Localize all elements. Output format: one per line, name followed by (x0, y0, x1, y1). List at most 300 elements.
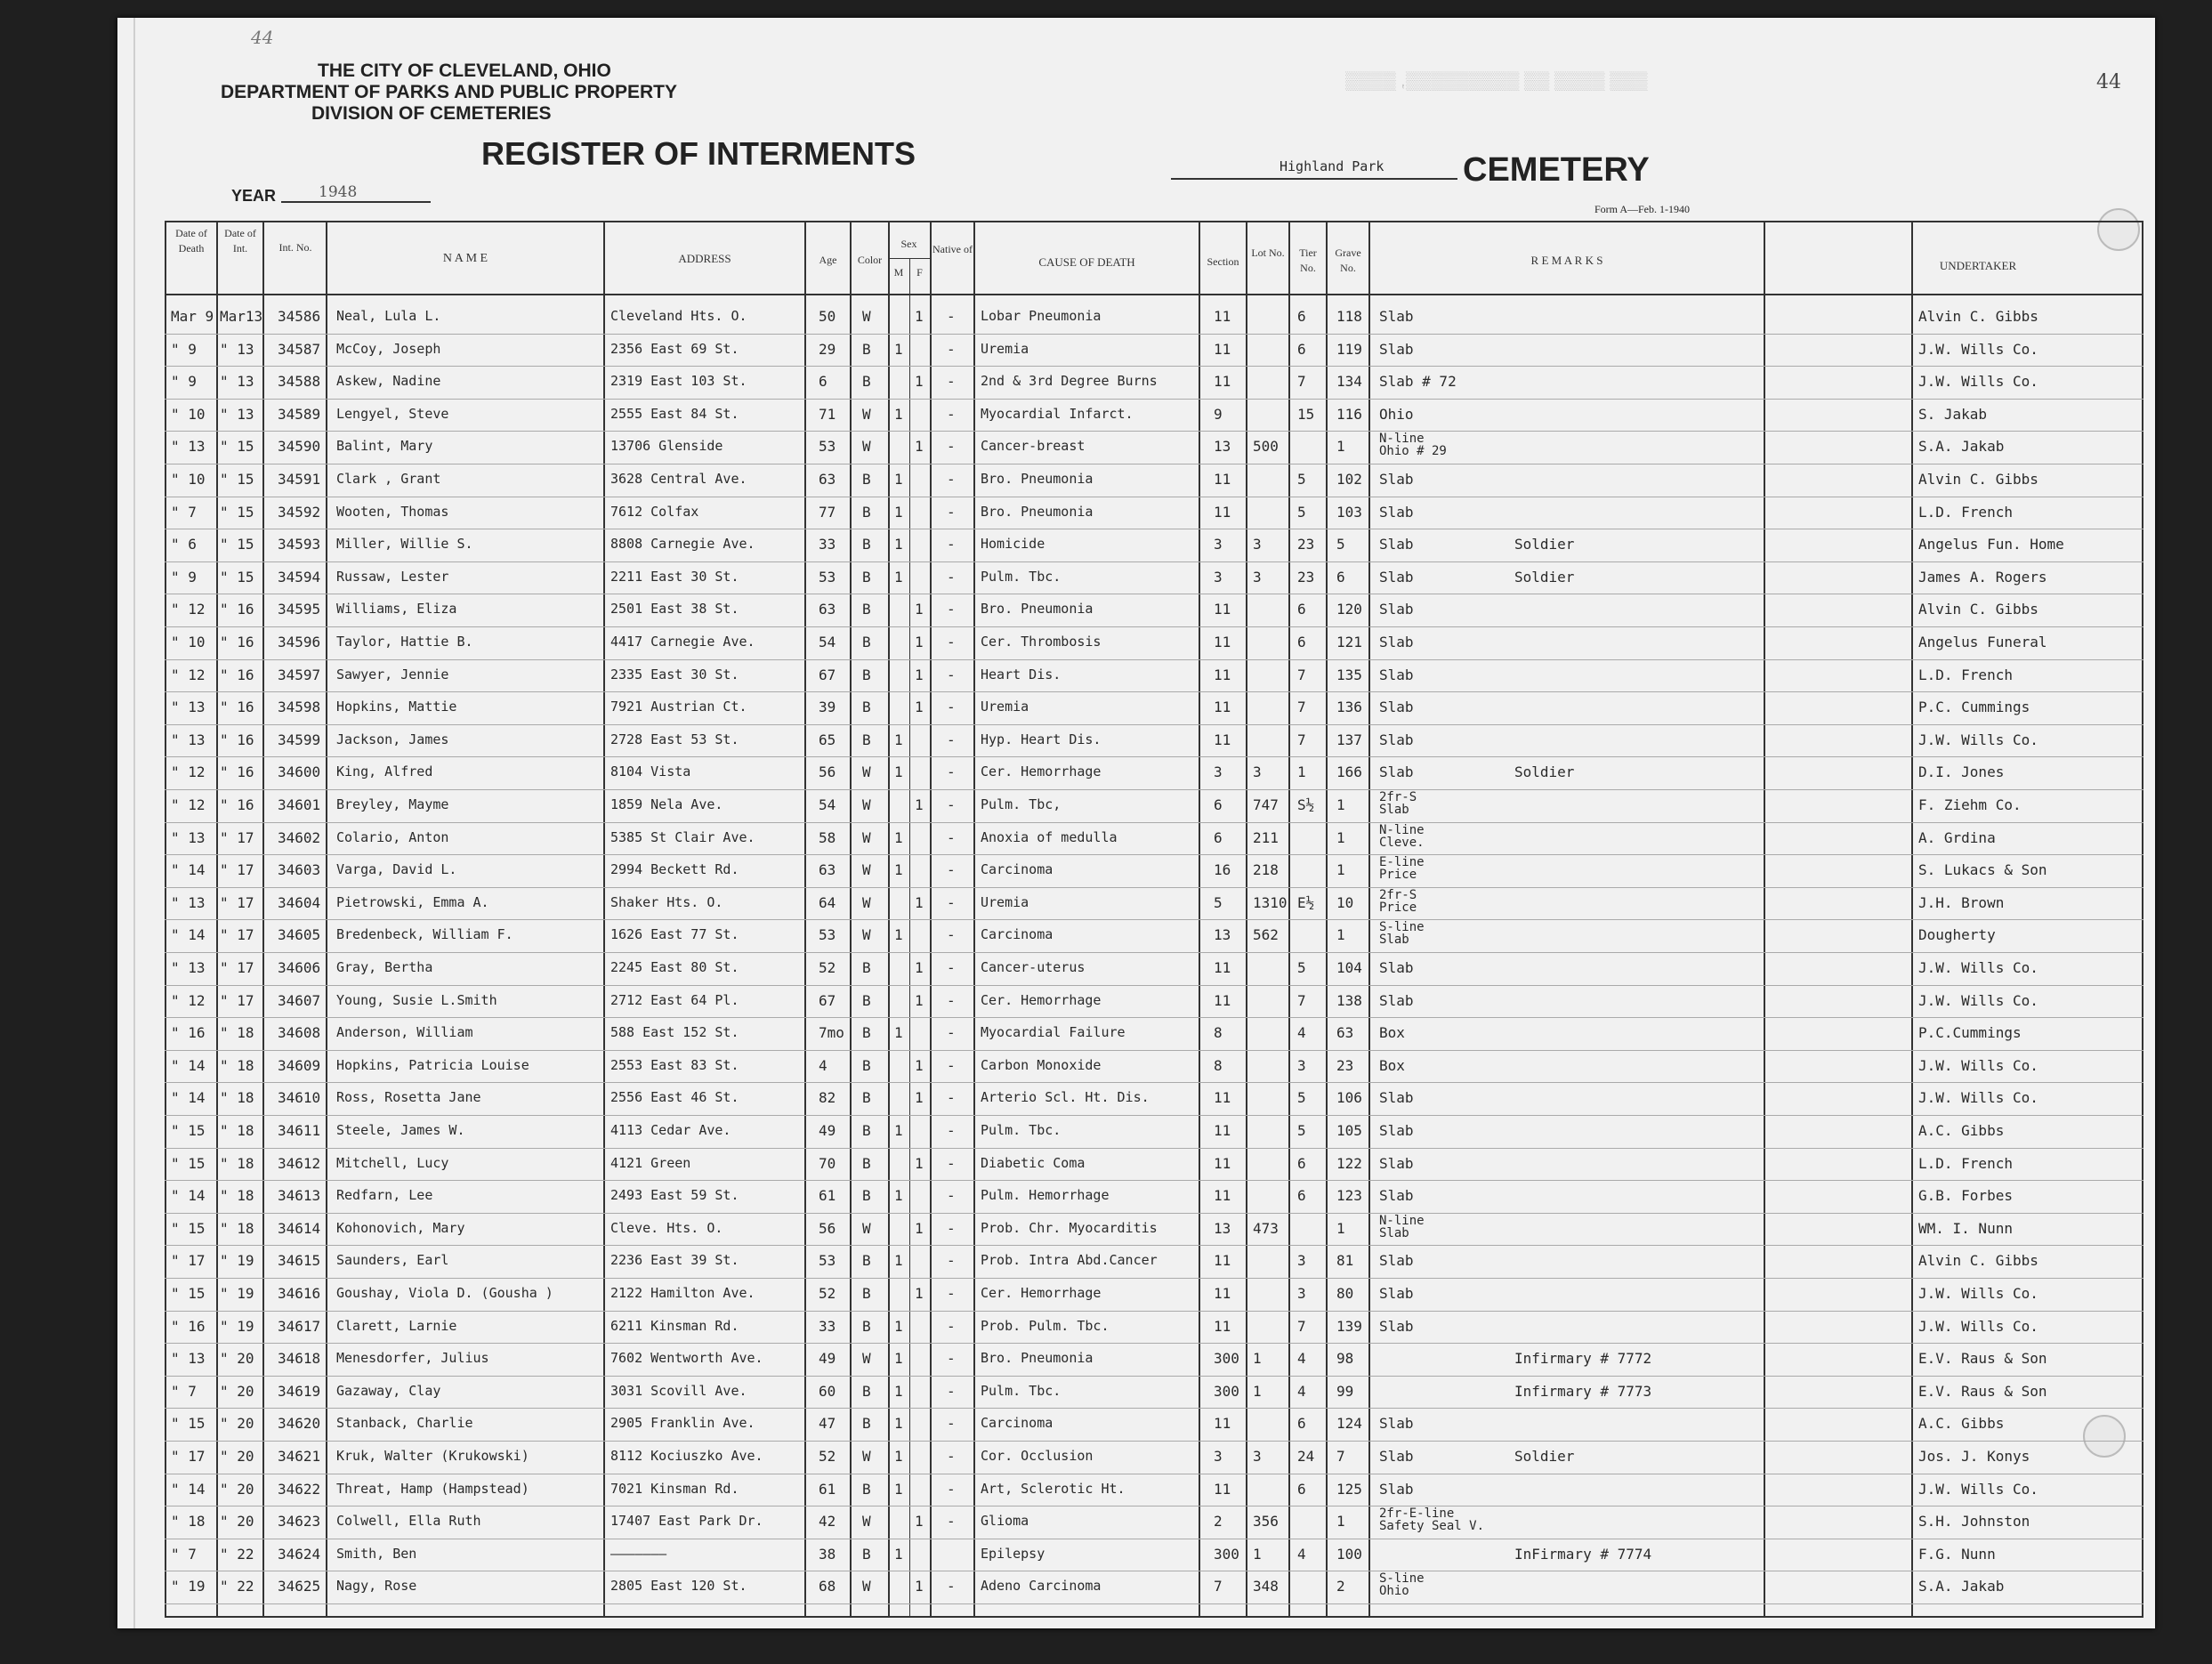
cell-date-of-death: " 7 (171, 1382, 197, 1400)
cell-native-of: - (947, 991, 956, 1009)
header-sex-f: F (916, 266, 923, 279)
cell-name: Russaw, Lester (336, 568, 449, 585)
cell-color: W (862, 796, 871, 813)
row-rule (165, 1343, 2143, 1344)
cell-int-no: 34587 (278, 340, 321, 358)
cell-int-no: 34609 (278, 1056, 321, 1074)
cell-color: W (862, 1513, 871, 1531)
cell-color: B (862, 1545, 871, 1563)
cell-address: 2493 East 59 St. (610, 1187, 739, 1204)
cell-section: 3 (1214, 1448, 1223, 1465)
cell-grave-no: 106 (1336, 1089, 1362, 1107)
cell-color: B (862, 536, 871, 553)
cell-age: 64 (819, 893, 836, 911)
cell-name: Taylor, Hattie B. (336, 634, 473, 650)
cell-section: 6 (1214, 796, 1223, 813)
cell-int-no: 34623 (278, 1513, 321, 1531)
cell-cause-of-death: Arterio Scl. Ht. Dis. (981, 1089, 1150, 1106)
cell-sex-m: 1 (894, 1545, 903, 1563)
cell-int-no: 34602 (278, 828, 321, 846)
cell-cause-of-death: Cancer-breast (981, 438, 1086, 455)
cell-cause-of-death: Bro. Pneumonia (981, 503, 1094, 520)
cell-grave-no: 137 (1336, 731, 1362, 748)
cell-age: 56 (819, 1219, 836, 1237)
cell-tier-no: S½ (1297, 796, 1315, 813)
division-heading: DIVISION OF CEMETERIES (311, 103, 552, 124)
cell-sex-f: 1 (915, 1513, 924, 1531)
page-number: 44 (2096, 71, 2121, 93)
cell-lot-no: 747 (1253, 796, 1279, 813)
cell-remarks: Slab (1379, 601, 1414, 618)
cell-address: 2236 East 39 St. (610, 1252, 739, 1269)
cell-undertaker: J.W. Wills Co. (1918, 1056, 2038, 1074)
cell-address: 2356 East 69 St. (610, 340, 739, 357)
cell-remarks: Slab (1379, 308, 1414, 325)
cell-grave-no: 7 (1336, 1448, 1345, 1465)
cell-sex-m: 1 (894, 405, 903, 423)
cell-age: 58 (819, 828, 836, 846)
cell-remarks: Slab (1379, 1415, 1414, 1433)
cell-color: W (862, 405, 871, 423)
cell-sex-m: 1 (894, 568, 903, 586)
cell-color: B (862, 991, 871, 1009)
cell-remarks: Slab (1379, 568, 1414, 586)
cell-address: 3628 Central Ave. (610, 471, 747, 487)
cell-color: B (862, 1187, 871, 1205)
cell-sex-m: 1 (894, 1317, 903, 1335)
cell-date-of-int: " 15 (220, 568, 254, 586)
cell-address: 2553 East 83 St. (610, 1056, 739, 1073)
cell-undertaker: E.V. Raus & Son (1918, 1382, 2047, 1400)
cell-date-of-death: " 14 (171, 1187, 206, 1205)
cell-age: 82 (819, 1089, 836, 1107)
cell-cause-of-death: Epilepsy (981, 1545, 1045, 1562)
cell-undertaker: S.H. Johnston (1918, 1513, 2030, 1531)
header-address: ADDRESS (678, 252, 731, 265)
cell-date-of-int: " 16 (220, 699, 254, 716)
cell-undertaker: A.C. Gibbs (1918, 1415, 2005, 1433)
cell-section: 11 (1214, 503, 1231, 521)
cell-remarks-note: Infirmary # 7772 (1514, 1350, 1652, 1368)
cell-int-no: 34599 (278, 731, 321, 748)
cell-sex-f: 1 (915, 699, 924, 716)
cell-age: 42 (819, 1513, 836, 1531)
cell-grave-no: 105 (1336, 1122, 1362, 1139)
cell-cause-of-death: Pulm. Tbc, (981, 796, 1062, 812)
cell-color: B (862, 699, 871, 716)
cell-date-of-death: " 13 (171, 1350, 206, 1368)
cell-cause-of-death: Pulm. Tbc. (981, 568, 1062, 585)
cell-grave-no: 134 (1336, 373, 1362, 391)
cell-native-of: - (947, 1578, 956, 1595)
cell-date-of-int: " 20 (220, 1415, 254, 1433)
cell-cause-of-death: Uremia (981, 699, 1029, 715)
cell-grave-no: 102 (1336, 471, 1362, 488)
cell-color: B (862, 1154, 871, 1172)
table-bottom-border (165, 1616, 2143, 1618)
cell-int-no: 34588 (278, 373, 321, 391)
cell-native-of: - (947, 471, 956, 488)
cell-age: 67 (819, 991, 836, 1009)
cell-age: 50 (819, 308, 836, 325)
cell-color: B (862, 634, 871, 650)
cell-date-of-int: " 20 (220, 1513, 254, 1531)
cell-date-of-int: " 18 (220, 1122, 254, 1139)
cell-int-no: 34612 (278, 1154, 321, 1172)
cell-color: W (862, 1578, 871, 1595)
cell-cause-of-death: Lobar Pneumonia (981, 308, 1102, 324)
row-rule (165, 691, 2143, 692)
cell-grave-no: 166 (1336, 763, 1362, 781)
cell-address: 5385 St Clair Ave. (610, 828, 755, 845)
cell-undertaker: G.B. Forbes (1918, 1187, 2013, 1205)
cell-age: 63 (819, 471, 836, 488)
year-value: 1948 (319, 183, 358, 201)
register-page (117, 18, 2155, 1628)
cell-remarks: Slab (1379, 536, 1414, 553)
cell-native-of: - (947, 1480, 956, 1498)
cell-tier-no: 6 (1297, 601, 1306, 618)
cell-grave-no: 100 (1336, 1545, 1362, 1563)
cell-date-of-death: " 15 (171, 1285, 206, 1302)
cell-int-no: 34606 (278, 959, 321, 976)
cell-grave-no: 6 (1336, 568, 1345, 586)
cell-cause-of-death: Anoxia of medulla (981, 828, 1118, 845)
cell-age: 54 (819, 634, 836, 650)
cell-undertaker: J.W. Wills Co. (1918, 731, 2038, 748)
cell-tier-no: 7 (1297, 991, 1306, 1009)
header-date-of-death: Date of Death (175, 227, 207, 254)
cell-cause-of-death: Bro. Pneumonia (981, 601, 1094, 618)
cell-name: Kruk, Walter (Krukowski) (336, 1448, 529, 1464)
cell-grave-no: 125 (1336, 1480, 1362, 1498)
cell-address: Cleveland Hts. O. (610, 308, 747, 324)
cell-remarks: Slab (1379, 991, 1414, 1009)
cell-tier-no: 6 (1297, 1415, 1306, 1433)
interment-table (117, 18, 2155, 1628)
cell-color: W (862, 926, 871, 944)
cell-section: 11 (1214, 1187, 1231, 1205)
cell-address: 4417 Carnegie Ave. (610, 634, 755, 650)
row-rule (165, 1148, 2143, 1149)
cell-int-no: 34589 (278, 405, 321, 423)
cell-sex-m: 1 (894, 536, 903, 553)
cell-sex-m: 1 (894, 731, 903, 748)
cell-lot-no: 3 (1253, 568, 1262, 586)
cell-undertaker: Alvin C. Gibbs (1918, 601, 2038, 618)
cell-native-of: - (947, 763, 956, 781)
cell-address: 4113 Cedar Ave. (610, 1122, 731, 1138)
cell-int-no: 34591 (278, 471, 321, 488)
cell-grave-no: 121 (1336, 634, 1362, 650)
row-rule (165, 1311, 2143, 1312)
cell-name: Steele, James W. (336, 1122, 465, 1138)
cell-grave-no: 103 (1336, 503, 1362, 521)
cell-color: W (862, 763, 871, 781)
cell-section: 11 (1214, 634, 1231, 650)
cell-native-of: - (947, 1285, 956, 1302)
cell-int-no: 34611 (278, 1122, 321, 1139)
cell-color: B (862, 1382, 871, 1400)
cell-remarks: Slab (1379, 699, 1414, 716)
cell-tier-no: 4 (1297, 1382, 1306, 1400)
cell-undertaker: WM. I. Nunn (1918, 1219, 2013, 1237)
cell-native-of: - (947, 536, 956, 553)
cell-tier-no: 23 (1297, 568, 1315, 586)
cell-section: 11 (1214, 666, 1231, 683)
cell-sex-m: 1 (894, 1252, 903, 1270)
cell-cause-of-death: Uremia (981, 340, 1029, 357)
cell-date-of-int: " 13 (220, 405, 254, 423)
cell-lot-no: 1310 (1253, 893, 1288, 911)
cell-remarks: 2fr-E-line Safety Seal V. (1379, 1506, 1485, 1534)
cell-address: 588 East 152 St. (610, 1024, 739, 1041)
cell-age: 52 (819, 1285, 836, 1302)
cell-remarks-note: Soldier (1514, 536, 1575, 553)
cell-tier-no: 15 (1297, 405, 1315, 423)
cell-date-of-int: " 17 (220, 991, 254, 1009)
cell-tier-no: 3 (1297, 1252, 1306, 1270)
cell-cause-of-death: Heart Dis. (981, 666, 1062, 683)
cell-grave-no: 124 (1336, 1415, 1362, 1433)
cell-age: 63 (819, 861, 836, 879)
cell-name: Lengyel, Steve (336, 405, 449, 422)
cell-int-no: 34607 (278, 991, 321, 1009)
cell-section: 11 (1214, 601, 1231, 618)
cell-grave-no: 2 (1336, 1578, 1345, 1595)
form-note: Form A—Feb. 1-1940 (1594, 203, 1691, 215)
cell-name: Bredenbeck, William F. (336, 926, 513, 943)
cell-date-of-death: " 15 (171, 1122, 206, 1139)
cell-native-of: - (947, 1317, 956, 1335)
cell-remarks: Box (1379, 1024, 1405, 1042)
cell-int-no: 34594 (278, 568, 321, 586)
cell-address: 7021 Kinsman Rd. (610, 1480, 739, 1497)
cell-sex-f: 1 (915, 1056, 924, 1074)
table-top-border (165, 221, 2143, 222)
cell-tier-no: 3 (1297, 1056, 1306, 1074)
cell-sex-m: 1 (894, 1480, 903, 1498)
cell-color: B (862, 1415, 871, 1433)
cell-grave-no: 120 (1336, 601, 1362, 618)
cell-grave-no: 1 (1336, 796, 1345, 813)
cell-color: B (862, 1480, 871, 1498)
cell-section: 11 (1214, 699, 1231, 716)
cell-remarks: Slab (1379, 340, 1414, 358)
row-rule (165, 1050, 2143, 1051)
cell-native-of: - (947, 1056, 956, 1074)
cell-date-of-death: " 13 (171, 959, 206, 976)
cell-tier-no: 7 (1297, 666, 1306, 683)
cell-sex-m: 1 (894, 1382, 903, 1400)
cell-section: 7 (1214, 1578, 1223, 1595)
cell-color: W (862, 308, 871, 325)
cell-cause-of-death: Homicide (981, 536, 1045, 553)
cell-date-of-death: Mar 9 (171, 308, 214, 325)
cell-date-of-death: " 13 (171, 699, 206, 716)
row-rule (165, 1441, 2143, 1442)
cell-native-of: - (947, 1252, 956, 1270)
cell-undertaker: J.W. Wills Co. (1918, 340, 2038, 358)
cell-tier-no: 7 (1297, 1317, 1306, 1335)
cell-name: Mitchell, Lucy (336, 1154, 449, 1171)
cell-section: 11 (1214, 1317, 1231, 1335)
row-rule (165, 822, 2143, 823)
row-rule (165, 399, 2143, 400)
cell-date-of-death: " 10 (171, 471, 206, 488)
row-rule (165, 952, 2143, 953)
cell-date-of-int: " 22 (220, 1545, 254, 1563)
cell-lot-no: 3 (1253, 763, 1262, 781)
cell-date-of-int: " 17 (220, 959, 254, 976)
cell-date-of-int: " 16 (220, 731, 254, 748)
cell-color: W (862, 893, 871, 911)
cell-grave-no: 1 (1336, 926, 1345, 944)
cell-tier-no: 6 (1297, 340, 1306, 358)
cell-name: Menesdorfer, Julius (336, 1350, 489, 1367)
cell-age: 49 (819, 1122, 836, 1139)
cell-cause-of-death: Pulm. Hemorrhage (981, 1187, 1110, 1204)
cell-undertaker: James A. Rogers (1918, 568, 2047, 586)
cell-lot-no: 500 (1253, 438, 1279, 456)
cell-remarks: Slab (1379, 1187, 1414, 1205)
cell-sex-f: 1 (915, 601, 924, 618)
cell-remarks-note: InFirmary # 7774 (1514, 1545, 1652, 1563)
cell-sex-f: 1 (915, 959, 924, 976)
row-rule (165, 1017, 2143, 1018)
cell-section: 8 (1214, 1056, 1223, 1074)
cell-sex-f: 1 (915, 1154, 924, 1172)
cell-sex-f: 1 (915, 893, 924, 911)
cell-sex-m: 1 (894, 471, 903, 488)
cell-int-no: 34598 (278, 699, 321, 716)
cell-date-of-int: " 20 (220, 1448, 254, 1465)
cell-lot-no: 3 (1253, 1448, 1262, 1465)
cell-address: 13706 Glenside (610, 438, 723, 455)
cell-tier-no: 6 (1297, 1187, 1306, 1205)
cell-int-no: 34600 (278, 763, 321, 781)
cell-name: Clarett, Larnie (336, 1317, 457, 1334)
cell-remarks: Slab (1379, 666, 1414, 683)
cell-name: Wooten, Thomas (336, 503, 449, 520)
cell-name: Balint, Mary (336, 438, 433, 455)
cell-cause-of-death: Cer. Hemorrhage (981, 1285, 1102, 1301)
cell-undertaker: Alvin C. Gibbs (1918, 471, 2038, 488)
cell-undertaker: Angelus Funeral (1918, 634, 2047, 650)
cell-undertaker: D.I. Jones (1918, 763, 2005, 781)
cell-date-of-int: " 16 (220, 796, 254, 813)
cell-section: 300 (1214, 1382, 1239, 1400)
cell-date-of-int: " 17 (220, 893, 254, 911)
cell-name: Smith, Ben (336, 1545, 417, 1562)
cell-section: 9 (1214, 405, 1223, 423)
cell-grave-no: 1 (1336, 1219, 1345, 1237)
cell-date-of-death: " 10 (171, 634, 206, 650)
cell-tier-no: 23 (1297, 536, 1315, 553)
cell-age: 70 (819, 1154, 836, 1172)
cell-undertaker: A.C. Gibbs (1918, 1122, 2005, 1139)
cell-grave-no: 139 (1336, 1317, 1362, 1335)
cell-cause-of-death: Adeno Carcinoma (981, 1578, 1102, 1595)
cell-date-of-int: " 18 (220, 1187, 254, 1205)
cell-section: 13 (1214, 438, 1231, 456)
cell-native-of: - (947, 601, 956, 618)
cell-age: 47 (819, 1415, 836, 1433)
cell-cause-of-death: Bro. Pneumonia (981, 1350, 1094, 1367)
cell-tier-no: 5 (1297, 471, 1306, 488)
cell-remarks: Slab (1379, 763, 1414, 781)
cell-cause-of-death: Art, Sclerotic Ht. (981, 1480, 1126, 1497)
cell-name: Williams, Eliza (336, 601, 457, 618)
cell-date-of-int: " 15 (220, 503, 254, 521)
cell-grave-no: 10 (1336, 893, 1354, 911)
cell-cause-of-death: Bro. Pneumonia (981, 471, 1094, 487)
cell-tier-no: 6 (1297, 308, 1306, 325)
cell-color: B (862, 666, 871, 683)
row-rule (165, 1213, 2143, 1214)
cell-undertaker: L.D. French (1918, 1154, 2013, 1172)
cell-grave-no: 5 (1336, 536, 1345, 553)
cell-native-of: - (947, 731, 956, 748)
cell-color: W (862, 1219, 871, 1237)
cell-native-of: - (947, 1024, 956, 1042)
cell-cause-of-death: Hyp. Heart Dis. (981, 731, 1102, 747)
row-rule (165, 919, 2143, 920)
cell-name: Nagy, Rose (336, 1578, 417, 1595)
cell-color: B (862, 1285, 871, 1302)
cell-date-of-death: " 12 (171, 666, 206, 683)
cell-sex-f: 1 (915, 438, 924, 456)
cell-name: Colwell, Ella Ruth (336, 1513, 481, 1530)
cell-cause-of-death: Cor. Occlusion (981, 1448, 1094, 1464)
cell-date-of-death: " 12 (171, 763, 206, 781)
cell-sex-m: 1 (894, 1448, 903, 1465)
cell-lot-no: 356 (1253, 1513, 1279, 1531)
cell-remarks: Box (1379, 1056, 1405, 1074)
cell-sex-f: 1 (915, 1089, 924, 1107)
cell-cause-of-death: Prob. Pulm. Tbc. (981, 1317, 1110, 1334)
cell-native-of: - (947, 1187, 956, 1205)
cell-remarks: Slab (1379, 1480, 1414, 1498)
cell-color: B (862, 503, 871, 521)
cell-remarks: Slab (1379, 1089, 1414, 1107)
cell-int-no: 34610 (278, 1089, 321, 1107)
cell-section: 11 (1214, 340, 1231, 358)
cell-remarks: Slab (1379, 731, 1414, 748)
row-rule (165, 1115, 2143, 1116)
cell-age: 61 (819, 1480, 836, 1498)
cell-undertaker: E.V. Raus & Son (1918, 1350, 2047, 1368)
cell-remarks: Slab (1379, 959, 1414, 976)
cell-cause-of-death: Glioma (981, 1513, 1029, 1530)
cell-int-no: 34603 (278, 861, 321, 879)
cell-date-of-death: " 14 (171, 1480, 206, 1498)
cell-grave-no: 122 (1336, 1154, 1362, 1172)
cell-section: 5 (1214, 893, 1223, 911)
cell-date-of-death: " 17 (171, 1252, 206, 1270)
header-native-of: Native of (932, 243, 973, 255)
row-rule (165, 887, 2143, 888)
cell-date-of-death: " 12 (171, 601, 206, 618)
cell-int-no: 34608 (278, 1024, 321, 1042)
header-age: Age (819, 254, 837, 266)
cell-section: 11 (1214, 1480, 1231, 1498)
cell-undertaker: J.W. Wills Co. (1918, 373, 2038, 391)
cell-int-no: 34625 (278, 1578, 321, 1595)
cell-date-of-int: " 16 (220, 601, 254, 618)
cell-undertaker: Dougherty (1918, 926, 1996, 944)
row-rule (165, 431, 2143, 432)
